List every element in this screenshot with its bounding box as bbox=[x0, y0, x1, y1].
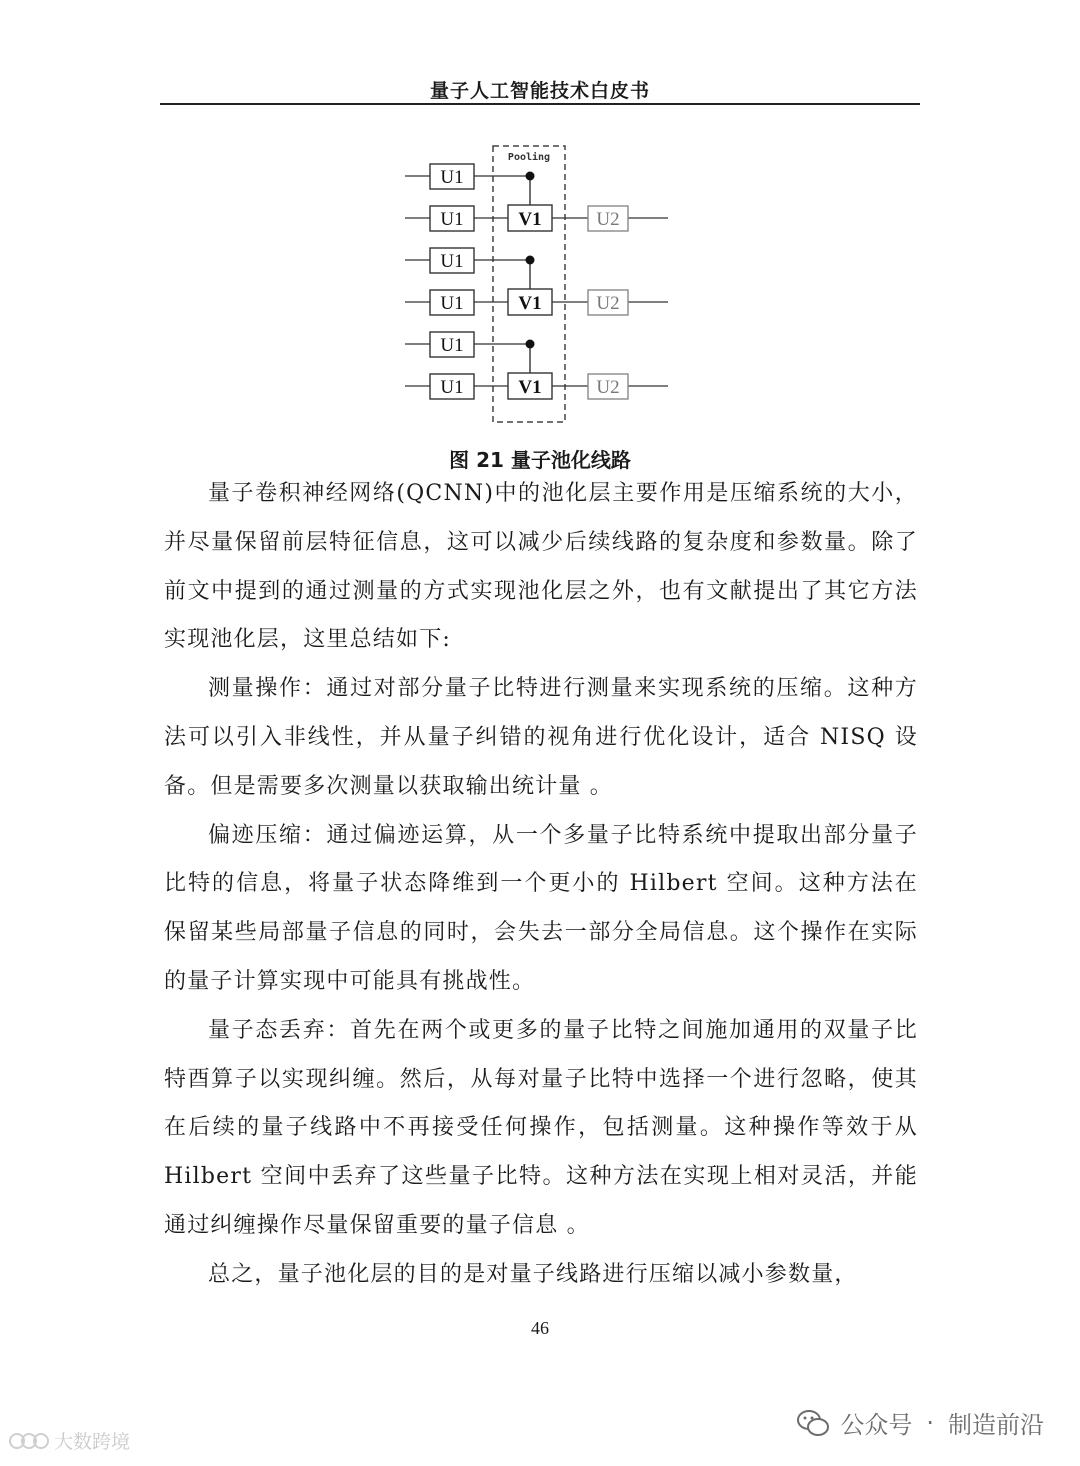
paragraph: 量子态丢弃：首先在两个或更多的量子比特之间施加通用的双量子比特酉算子以实现纠缠。然后，从每对量子比特中选择一个进行忽略，使其在后续的量子线路中不再接受任何操作，包括测量。这种操作等效于从 Hilbert 空间中丢弃了这些量子比特。这种方法在实现上相对灵活，并能通过纠缠操作尽量保留重要的量子信息 。 bbox=[164, 1017, 918, 1238]
circuit-diagram bbox=[400, 142, 680, 427]
control-dot bbox=[526, 340, 535, 349]
v1-gate bbox=[508, 373, 552, 399]
paragraph: 总之，量子池化层的目的是对量子线路进行压缩以减小参数量， bbox=[208, 1261, 858, 1287]
quantum-pooling-circuit-figure bbox=[400, 142, 680, 427]
svg-text:V1: V1 bbox=[518, 209, 542, 230]
v1-gate bbox=[508, 289, 552, 315]
watermark-account-name: 制造前沿 bbox=[948, 1411, 1044, 1439]
svg-text:U1: U1 bbox=[440, 209, 464, 230]
svg-text:U1: U1 bbox=[440, 377, 464, 398]
watermark-separator: · bbox=[926, 1408, 934, 1437]
watermark-right bbox=[796, 1405, 1044, 1440]
control-dot bbox=[526, 172, 535, 181]
svg-text:U2: U2 bbox=[596, 209, 620, 230]
wechat-icon bbox=[796, 1408, 830, 1438]
u1-gate bbox=[430, 164, 474, 189]
svg-text:U1: U1 bbox=[440, 335, 464, 356]
svg-text:V1: V1 bbox=[518, 293, 542, 314]
body-text bbox=[164, 470, 918, 1300]
paragraph: 偏迹压缩：通过偏迹运算，从一个多量子比特系统中提取出部分量子比特的信息，将量子状态降维到一个更小的 Hilbert 空间。这种方法在保留某些局部量子信息的同时，会失去一部分全局信息。这个操作在实际的量子计算实现中可能具有挑战性。 bbox=[164, 822, 918, 994]
u1-gate bbox=[430, 206, 474, 231]
paragraph: 量子卷积神经网络(QCNN)中的池化层主要作用是压缩系统的大小，并尽量保留前层特征信息，这可以减少后续线路的复杂度和参数量。除了前文中提到的通过测量的方式实现池化层之外，也有文献提出了其它方法实现池化层，这里总结如下: bbox=[164, 481, 918, 653]
u1-gate bbox=[430, 332, 474, 357]
v1-gate bbox=[508, 205, 552, 231]
svg-text:U1: U1 bbox=[440, 293, 464, 314]
figure-caption: 图 21 量子池化线路 bbox=[449, 448, 631, 472]
watermark-logo-icon bbox=[8, 1431, 50, 1451]
header-rule bbox=[160, 103, 920, 105]
u2-gate bbox=[588, 206, 628, 231]
pooling-label: Pooling bbox=[507, 152, 551, 163]
u2-gate bbox=[588, 374, 628, 399]
watermark-left bbox=[8, 1427, 130, 1454]
paragraph: 测量操作：通过对部分量子比特进行测量来实现系统的压缩。这种方法可以引入非线性，并从量子纠错的视角进行优化设计，适合 NISQ 设备。但是需要多次测量以获取输出统计量 。 bbox=[164, 676, 918, 799]
watermark-left-text: 大数跨境 bbox=[54, 1431, 131, 1453]
svg-text:U1: U1 bbox=[440, 251, 464, 272]
u1-gate bbox=[430, 290, 474, 315]
running-header: 量子人工智能技术白皮书 bbox=[429, 80, 650, 102]
u1-gate bbox=[430, 374, 474, 399]
svg-text:U2: U2 bbox=[596, 377, 620, 398]
watermark-account-label: 公众号 bbox=[840, 1411, 913, 1439]
u1-gate bbox=[430, 248, 474, 273]
page-number: 46 bbox=[531, 1318, 549, 1338]
svg-text:U2: U2 bbox=[596, 293, 620, 314]
svg-text:V1: V1 bbox=[518, 377, 542, 398]
control-dot bbox=[526, 256, 535, 265]
u2-gate bbox=[588, 290, 628, 315]
svg-text:U1: U1 bbox=[440, 167, 464, 188]
